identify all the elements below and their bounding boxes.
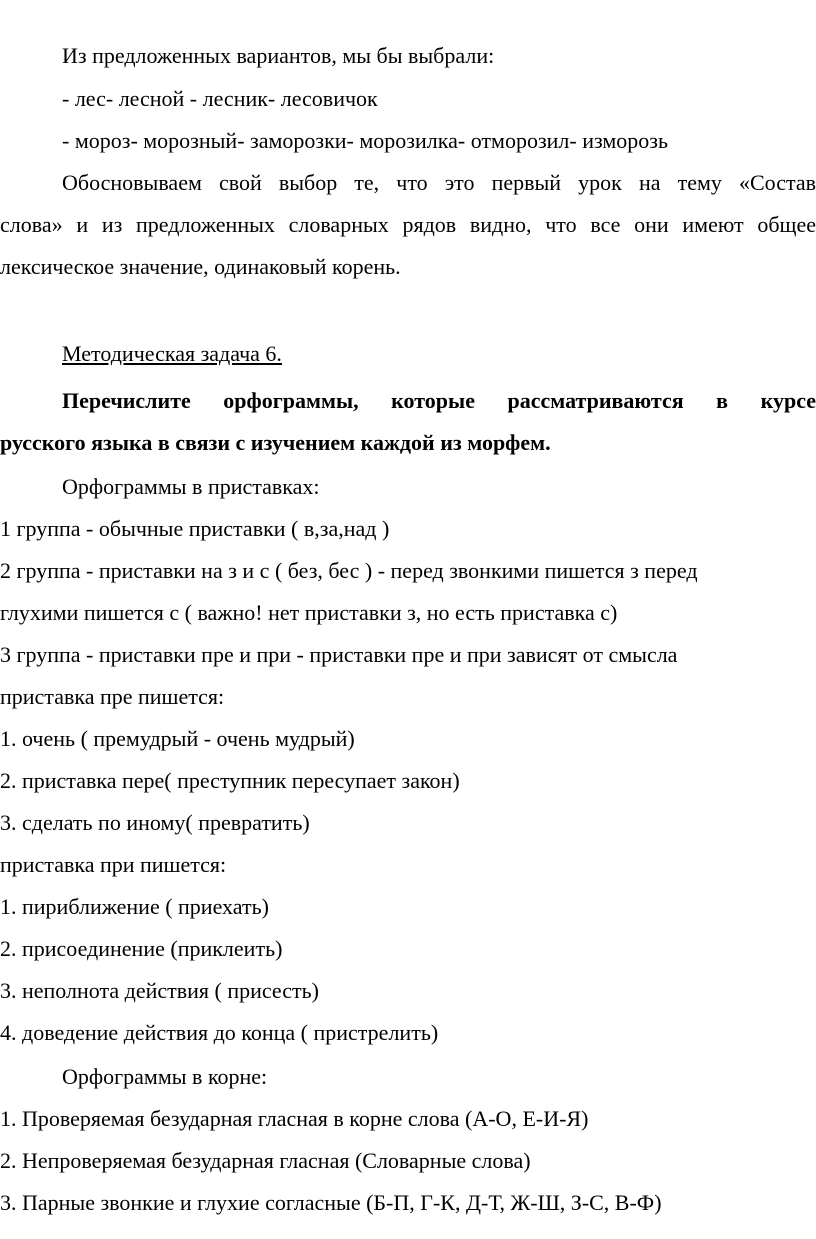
option-line: - лес- лесной - лесник- лесовичок — [62, 86, 378, 111]
prefix-line: 1. пириближение ( приехать) — [0, 894, 269, 919]
justification-line: лексическое значение, одинаковый корень. — [0, 254, 401, 279]
option-line: - мороз- морозный- заморозки- морозилка- отморозил- изморозь — [62, 128, 669, 153]
task-heading: Методическая задача 6. — [62, 341, 282, 366]
prefix-line: 4. доведение действия до конца ( пристрелить) — [0, 1020, 439, 1045]
root-line: 3. Парные звонкие и глухие согласные (Б-П, Г-К, Д-Т, Ж-Ш, З-С, В-Ф) — [0, 1190, 662, 1215]
justification-line: Обосновываем свой выбор те, что это первый урок на тему «Состав — [62, 170, 816, 195]
prefix-line: приставка пре пишется: — [0, 684, 225, 709]
prefix-line: 3. сделать по иному( превратить) — [0, 810, 310, 835]
root-line: 1. Проверяемая безударная гласная в корне слова (А-О, Е-И-Я) — [0, 1106, 589, 1131]
prefix-line: 1. очень ( премудрый - очень мудрый) — [0, 726, 355, 751]
prefix-line: 3. неполнота действия ( присесть) — [0, 978, 319, 1003]
justification-line: слова» и из предложенных словарных рядов видно, что все они имеют общее — [0, 212, 816, 237]
prefix-line: 3 группа - приставки пре и при - приставки пре и при зависят от смысла — [0, 642, 678, 667]
intro-text: Из предложенных вариантов, мы бы выбрали: — [62, 43, 495, 68]
prefix-line: приставка при пишется: — [0, 852, 227, 877]
root-line: 2. Непроверяемая безударная гласная (Словарные слова) — [0, 1148, 531, 1173]
prefix-line: глухими пишется с ( важно! нет приставки з, но есть приставка с) — [0, 600, 618, 625]
prefix-line: 1 группа - обычные приставки ( в,за,над ) — [0, 516, 390, 541]
root-heading: Орфограммы в корне: — [62, 1064, 268, 1089]
prefix-line: 2 группа - приставки на з и с ( без, бес ) - перед звонкими пишется з перед — [0, 558, 698, 583]
prefix-heading: Орфограммы в приставках: — [62, 474, 320, 499]
task-question-line: русского языка в связи с изучением каждой из морфем. — [0, 430, 551, 455]
prefix-line: 2. приставка пере( преступник пересупает закон) — [0, 768, 460, 793]
task-question-line: Перечислите орфограммы, которые рассматриваются в курсе — [62, 388, 816, 413]
prefix-line: 2. присоединение (приклеить) — [0, 936, 283, 961]
